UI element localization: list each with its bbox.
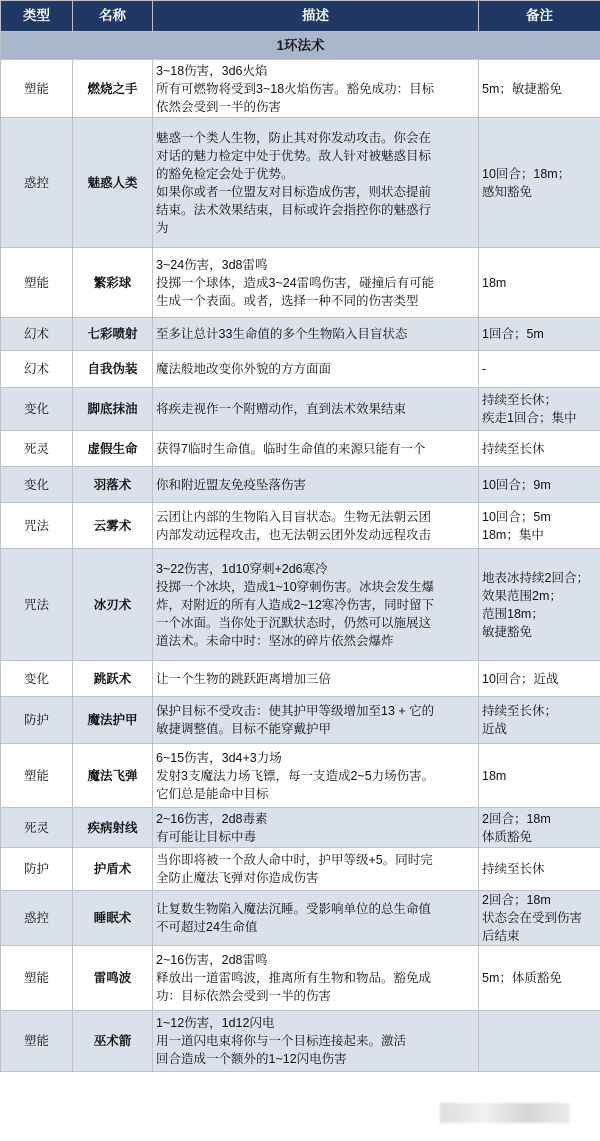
- spell-name: 雷鸣波: [73, 946, 153, 1011]
- spell-description: [153, 318, 479, 351]
- spell-school: 变化: [1, 388, 73, 431]
- spell-note: [479, 431, 600, 467]
- description-line: 至多让总计33生命值的多个生物陷入目盲状态: [156, 327, 408, 341]
- spell-name: 魅惑人类: [73, 118, 153, 248]
- spell-description: [153, 549, 479, 661]
- spell-description: [153, 503, 479, 549]
- description-line: 6~15伤害，3d4+3力场: [156, 750, 282, 765]
- spell-note: [479, 946, 600, 1011]
- spell-school: 塑能: [1, 1011, 73, 1072]
- spell-description: [153, 891, 479, 946]
- spell-name: 疾病射线: [73, 808, 153, 848]
- description-line: 保护目标不受攻击：使其护甲等级增加至13 + 它的: [156, 704, 435, 718]
- spell-description: [153, 118, 479, 248]
- description-line: 有可能让目标中毒: [156, 829, 257, 844]
- note-line: 后结束: [482, 929, 520, 943]
- table-row: [1, 388, 600, 431]
- table-row: [1, 467, 600, 503]
- description-line: 2~16伤害，2d8雷鸣: [156, 953, 268, 967]
- spell-note: [479, 1011, 600, 1072]
- spell-name: 繁彩球: [73, 248, 153, 318]
- description-line: 1~12伤害，1d12闪电: [156, 1016, 275, 1030]
- note-line: 持续至长休；: [482, 704, 558, 718]
- header-type: 类型: [1, 1, 73, 32]
- description-line: 魔法般地改变你外貌的方方面面: [156, 362, 332, 376]
- table-row: [1, 697, 600, 744]
- spell-description: [153, 351, 479, 388]
- description-line: 如果你或者一位盟友对目标造成伤害，则状态提前: [156, 184, 432, 199]
- note-line: 敏捷豁免: [482, 624, 533, 639]
- spell-description: [153, 744, 479, 808]
- spell-school: 惑控: [1, 118, 73, 248]
- note-line: -: [482, 362, 487, 376]
- description-line: 让一个生物的跳跃距离增加三倍: [156, 671, 332, 686]
- note-line: 2回合；18m: [482, 893, 551, 907]
- description-line: 它们总是能命中目标: [156, 786, 269, 801]
- spell-description: [153, 697, 479, 744]
- description-line: 让复数生物陷入魔法沉睡。受影响单位的总生命值: [156, 902, 432, 916]
- spell-description: [153, 388, 479, 431]
- spell-name: 跳跃术: [73, 661, 153, 697]
- note-line: 疾走1回合；集中: [482, 411, 577, 425]
- description-line: 将疾走视作一个附赠动作，直到法术效果结束: [156, 402, 407, 416]
- table-row: [1, 60, 600, 118]
- spell-school: 塑能: [1, 248, 73, 318]
- spell-name: 云雾术: [73, 503, 153, 549]
- header-desc: 描述: [153, 1, 479, 32]
- description-line: 一个冰面。当你处于沉默状态时，仍然可以施展这: [156, 615, 432, 630]
- note-line: 状态会在受到伤害: [482, 911, 583, 925]
- spell-name: 七彩喷射: [73, 318, 153, 351]
- spell-note: [479, 503, 600, 549]
- description-line: 3~24伤害，3d8雷鸣: [156, 257, 268, 272]
- table-row: [1, 848, 600, 891]
- spell-name: 魔法护甲: [73, 697, 153, 744]
- note-line: 1回合；5m: [482, 327, 544, 341]
- description-line: 当你即将被一个敌人命中时，护甲等级+5。同时完: [156, 853, 433, 867]
- table-row: [1, 744, 600, 808]
- table-row: [1, 549, 600, 661]
- spell-name: 睡眠术: [73, 891, 153, 946]
- description-line: 云团让内部的生物陷入目盲状态。生物无法朝云团: [156, 509, 432, 524]
- spell-name: 自我伪装: [73, 351, 153, 388]
- description-line: 魅惑一个类人生物，防止其对你发动攻击。你会在: [156, 130, 432, 145]
- description-line: 3~18伤害，3d6火焰: [156, 63, 268, 78]
- spell-name: 护盾术: [73, 848, 153, 891]
- spell-school: 塑能: [1, 946, 73, 1011]
- description-line: 3~22伤害，1d10穿刺+2d6寒冷: [156, 561, 328, 576]
- description-line: 投掷一个球体，造成3~24雷鸣伤害，碰撞后有可能: [156, 275, 435, 290]
- description-line: 投掷一个冰块，造成1~10穿刺伤害。冰块会发生爆: [156, 579, 435, 594]
- description-line: 道法术。未命中时：坚冰的碎片依然会爆炸: [156, 633, 394, 648]
- section-title: 1环法术: [1, 32, 600, 60]
- table-row: [1, 503, 600, 549]
- header-note: 备注: [479, 1, 600, 32]
- spell-name: 魔法飞弹: [73, 744, 153, 808]
- spell-note: [479, 248, 600, 318]
- table-row: [1, 318, 600, 351]
- note-line: 范围18m；: [482, 606, 544, 621]
- note-line: 18m: [482, 275, 507, 290]
- section-row: [1, 32, 600, 60]
- spell-name: 巫术箭: [73, 1011, 153, 1072]
- spell-note: [479, 661, 600, 697]
- spell-description: [153, 248, 479, 318]
- spell-school: 防护: [1, 848, 73, 891]
- table-row: [1, 118, 600, 248]
- description-line: 你和附近盟友免疫坠落伤害: [156, 477, 307, 492]
- spell-note: [479, 318, 600, 351]
- table-row: [1, 661, 600, 697]
- note-line: 10回合；近战: [482, 671, 559, 686]
- table-row: [1, 351, 600, 388]
- description-line: 内部发动远程攻击，也无法朝云团外发动远程攻击: [156, 527, 432, 542]
- spell-school: 塑能: [1, 744, 73, 808]
- spell-note: [479, 549, 600, 661]
- spell-note: [479, 848, 600, 891]
- note-line: 近战: [482, 722, 508, 736]
- spell-note: [479, 60, 600, 118]
- spell-description: [153, 808, 479, 848]
- spell-school: 变化: [1, 467, 73, 503]
- table-row: [1, 248, 600, 318]
- spell-note: [479, 351, 600, 388]
- note-line: 体质豁免: [482, 829, 533, 844]
- spell-description: [153, 1011, 479, 1072]
- note-line: 18m；集中: [482, 527, 544, 542]
- spell-name: 羽落术: [73, 467, 153, 503]
- note-line: 5m；敏捷豁免: [482, 81, 562, 96]
- spell-school: 惑控: [1, 891, 73, 946]
- spell-description: [153, 431, 479, 467]
- spell-description: [153, 848, 479, 891]
- spell-note: [479, 744, 600, 808]
- spell-description: [153, 946, 479, 1011]
- note-line: 18m: [482, 768, 507, 783]
- spell-school: 咒法: [1, 549, 73, 661]
- description-line: 所有可燃物将受到3~18火焰伤害。豁免成功：目标: [156, 81, 435, 96]
- description-line: 生成一个表面。或者，选择一种不同的伤害类型: [156, 293, 419, 308]
- spell-description: [153, 661, 479, 697]
- description-line: 用一道闪电束将你与一个目标连接起来。激活: [156, 1034, 407, 1048]
- description-line: 释放出一道雷鸣波，推离所有生物和物品。豁免成: [156, 971, 432, 985]
- spell-description: [153, 467, 479, 503]
- spell-name: 燃烧之手: [73, 60, 153, 118]
- note-line: 持续至长休: [482, 441, 545, 456]
- description-line: 2~16伤害，2d8毒素: [156, 811, 268, 826]
- description-line: 回合造成一个额外的1~12闪电伤害: [156, 1052, 347, 1066]
- header-name: 名称: [73, 1, 153, 32]
- spell-name: 虚假生命: [73, 431, 153, 467]
- description-line: 炸，对附近的所有人造成2~12寒冷伤害，同时留下: [156, 597, 435, 612]
- description-line: 功：目标依然会受到一半的伤害: [156, 989, 332, 1003]
- note-line: 感知豁免: [482, 184, 533, 199]
- spell-name: 冰刃术: [73, 549, 153, 661]
- spell-school: 死灵: [1, 808, 73, 848]
- note-line: 10回合；9m: [482, 477, 551, 492]
- spell-note: [479, 808, 600, 848]
- spell-school: 咒法: [1, 503, 73, 549]
- note-line: 持续至长休: [482, 862, 545, 876]
- table-row: [1, 891, 600, 946]
- note-line: 效果范围2m；: [482, 588, 562, 603]
- description-line: 为: [156, 220, 169, 235]
- spell-note: [479, 388, 600, 431]
- note-line: 10回合；18m；: [482, 166, 571, 181]
- description-line: 的豁免检定会处于优势。: [156, 166, 294, 181]
- table-row: [1, 946, 600, 1011]
- table-row: [1, 808, 600, 848]
- description-line: 结束。法术效果结束，目标或许会指控你的魅惑行: [156, 202, 432, 217]
- spell-school: 幻术: [1, 351, 73, 388]
- description-line: 敏捷调整值。目标不能穿戴护甲: [156, 722, 332, 736]
- spell-school: 塑能: [1, 60, 73, 118]
- description-line: 全防止魔法飞弹对你造成伤害: [156, 871, 319, 885]
- note-line: 10回合；5m: [482, 509, 551, 524]
- spell-school: 死灵: [1, 431, 73, 467]
- spell-note: [479, 118, 600, 248]
- table-row: [1, 431, 600, 467]
- note-line: 持续至长休；: [482, 393, 558, 407]
- spell-school: 防护: [1, 697, 73, 744]
- description-line: 依然会受到一半的伤害: [156, 99, 282, 114]
- description-line: 对话的魅力检定中处于优势。敌人针对被魅惑目标: [156, 148, 432, 163]
- header-row: [1, 1, 600, 32]
- spell-description: [153, 60, 479, 118]
- table-row: [1, 1011, 600, 1072]
- description-line: 发射3支魔法力场飞镖，每一支造成2~5力场伤害。: [156, 768, 435, 783]
- spell-note: [479, 467, 600, 503]
- spell-name: 脚底抹油: [73, 388, 153, 431]
- description-line: 获得7临时生命值。临时生命值的来源只能有一个: [156, 441, 426, 456]
- note-line: 地表冰持续2回合；: [482, 570, 589, 585]
- spell-note: [479, 891, 600, 946]
- spell-school: 变化: [1, 661, 73, 697]
- note-line: 5m；体质豁免: [482, 971, 562, 985]
- spell-note: [479, 697, 600, 744]
- blur-watermark: [440, 1103, 570, 1123]
- spell-school: 幻术: [1, 318, 73, 351]
- description-line: 不可超过24生命值: [156, 920, 258, 934]
- note-line: 2回合；18m: [482, 811, 551, 826]
